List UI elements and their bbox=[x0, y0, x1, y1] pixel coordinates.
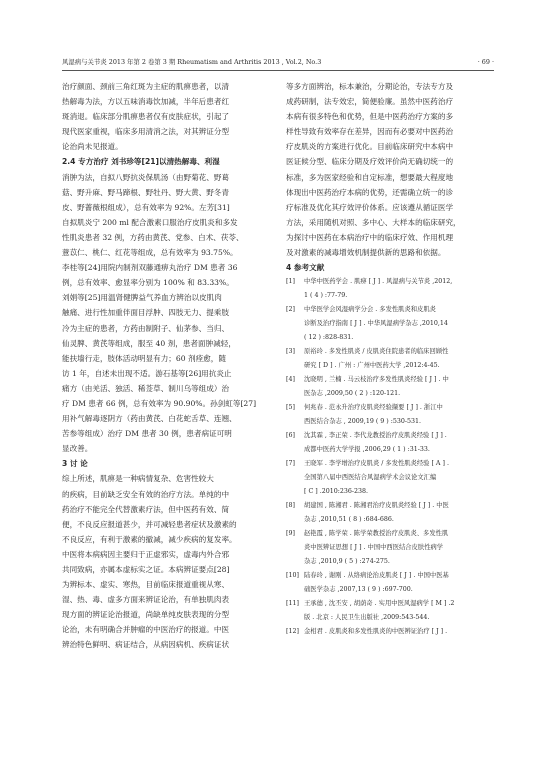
reference-number: [3] bbox=[286, 348, 295, 356]
body-text-line: 用补气解毒逐阴方（药由黄芪、白花蛇舌草、连翘、 bbox=[62, 414, 237, 424]
reference-text: 杂志 ,2010,51 ( 8 ) :684-686. bbox=[304, 516, 394, 524]
body-text-line: 为探讨中医药在本病治疗中的临床疗效、作用机理 bbox=[286, 232, 454, 242]
header-rule bbox=[62, 70, 494, 71]
reference-text: 全国第八届中西医结合风湿病学术会议论文汇编 bbox=[304, 474, 437, 482]
reference-entry-line bbox=[286, 569, 494, 583]
reference-text: 胡建国 , 陈湘君 . 陈湘君治疗皮肌炎经验 [ J ] . 中医 bbox=[304, 502, 449, 510]
body-text-line: 论治尚未见报道。 bbox=[62, 142, 123, 152]
body-text-line: 论治，未有明确合并肿瘤的中医治疗的报道。中医 bbox=[62, 625, 230, 635]
body-text-line: 的疾病，目前缺乏安全有效的治疗方法。单纯的中 bbox=[62, 489, 230, 499]
body-text-line: 药治疗不能完全代替激素疗法，但中医药有效、简 bbox=[62, 504, 230, 514]
reference-entry-line bbox=[286, 275, 494, 289]
references-heading: 4 参考文献 bbox=[286, 263, 325, 273]
body-text-line: 薏苡仁、桃仁、红花等组成，总有效率为 93.75%。 bbox=[62, 248, 238, 258]
body-text-line: 访 1 年，自述未出现不适。游石基等[26]用抗炎止 bbox=[62, 368, 232, 378]
body-text-line: 性肌炎患者 32 例，方药由黄芪、党参、白术、茯苓、 bbox=[62, 232, 244, 242]
body-text-line: 不良反应，有利于激素的撤减，减少疾病的复发率。 bbox=[62, 534, 237, 544]
body-text-line: 样性导致有效率存在差异，因而有必要对中医药治 bbox=[286, 127, 454, 137]
reference-entry-line bbox=[286, 597, 494, 611]
reference-text: ( 12 ) :828-831. bbox=[304, 334, 354, 342]
reference-entry-line bbox=[286, 583, 494, 597]
reference-text: 版 . 北京 : 人民卫生出版社 ,2009:543-544. bbox=[304, 614, 430, 622]
body-text-line: 触痛、进行性加重伴面目浮肿、四肢无力、提乘肢 bbox=[62, 308, 230, 318]
reference-text: 成都中医药大学学报 ,2006,29 ( 1 ) :31-33. bbox=[304, 446, 430, 454]
body-text-line: 痛方（由羌活、独活、稀莶草、制川乌等组成）治 bbox=[62, 383, 230, 393]
reference-number: [2] bbox=[286, 306, 295, 314]
reference-entry-line bbox=[286, 331, 494, 345]
reference-entry-line bbox=[286, 289, 494, 303]
body-text-line: 为辨标本、虚实、寒热，目前临床报道重视从寒、 bbox=[62, 580, 230, 590]
body-text-line: 李桂等[24]用院内制剂双藤通痹丸治疗 DM 患者 36 bbox=[62, 263, 238, 273]
reference-number: [7] bbox=[286, 460, 295, 468]
body-text-line: 疗 DM 患者 66 例，总有效率为 90.90%。孙剑虹等[27] bbox=[62, 398, 257, 408]
body-text-line: 共同致病，亦属本虚标实之证。本病辨证要点[28] bbox=[62, 565, 230, 574]
body-text-line: 成药研制，法专效宏，简便验廉。虽然中医药治疗 bbox=[286, 97, 454, 107]
reference-text: 1 ( 4 ) :77-79. bbox=[304, 292, 348, 300]
reference-entry-line bbox=[286, 345, 494, 359]
reference-entry-line bbox=[286, 415, 494, 429]
reference-list bbox=[286, 275, 494, 639]
body-text-line: 综上所述，肌痹是一种病情复杂、危害性较大 bbox=[62, 474, 214, 484]
body-text-line: 辨治特色鲜明、病证结合，从病因病机、疾病证状 bbox=[62, 640, 230, 650]
right-body-text bbox=[286, 79, 494, 260]
body-text-line: 等多方面辨治，标本兼治，分期论治，专法专方及 bbox=[286, 82, 454, 91]
reference-text: 沈其霖 , 李正荣 . 李代龙教授治疗皮肌炎经验 [ J ] . bbox=[304, 432, 447, 440]
reference-number: [6] bbox=[286, 432, 295, 440]
body-text-line: 体现出中医药治疗本病的优势，还需确立统一的诊 bbox=[286, 187, 454, 197]
left-column bbox=[62, 79, 270, 653]
reference-number: [12] bbox=[286, 628, 299, 636]
body-text-line: 疗皮肌炎的方案进行优化。目前临床研究中本病中 bbox=[286, 142, 454, 152]
body-text-line: 冷为主症的患者，方药由制附子、仙茅参、当归、 bbox=[62, 323, 230, 333]
reference-text: 中华医学会风湿病学分会 . 多发性肌炎和皮肌炎 bbox=[304, 306, 436, 314]
body-text-line: 例，总有效率、愈显率分别为 100% 和 83.33%。 bbox=[62, 278, 234, 288]
reference-text: 西医结合杂志 , 2009,19 ( 9 ) :530-531. bbox=[304, 418, 422, 426]
reference-number: [11] bbox=[286, 600, 299, 608]
body-text-line: 斑消退。临床部分肌痹患者仅有皮肤症状，引起了 bbox=[62, 112, 230, 122]
running-header bbox=[62, 55, 494, 69]
body-text-line: 3 讨 论 bbox=[62, 459, 88, 469]
reference-number: [5] bbox=[286, 404, 295, 412]
body-text-line: 治疗颜面、颈前三角红斑为主症的肌痹患者，以清 bbox=[62, 82, 230, 91]
body-text-line: 中医将本病病因主要归于正虚邪实，虚毒内外合邪 bbox=[62, 549, 230, 559]
reference-entry-line bbox=[286, 443, 494, 457]
reference-text: 王承德 , 沈丕安 , 胡荫奇 . 实用中医风湿病学 [ M ] .2 bbox=[304, 600, 455, 608]
body-text-line: 2.4 专方治疗 刘书珍等[21]以清热解毒、利湿 bbox=[62, 157, 220, 167]
reference-entry-line bbox=[286, 401, 494, 415]
body-text-line: 自拟肌炎宁 200 ml 配合激素口服治疗皮肌炎和多发 bbox=[62, 217, 238, 227]
body-text-line: 能扶墙行走，肢体活动明显有力；60 剂痊愈，随 bbox=[62, 353, 226, 363]
reference-text: 赵艳霞 , 陈学荣 . 陈学荣教授治疗皮肌炎、多发性肌 bbox=[304, 530, 449, 538]
body-text-line: 皮、野蔷薇根组成），总有效率为 92%。左芳[31] bbox=[62, 202, 230, 212]
body-text-line: 标准，多为医家经验和自定标准，想要最大程度地 bbox=[286, 172, 454, 182]
body-text-line: 刘娟等[25]用温肾健脾益气养血方辨治以皮肌肉 bbox=[62, 293, 222, 303]
reference-entry-line bbox=[286, 429, 494, 443]
reference-entry-line bbox=[286, 527, 494, 541]
reference-text: 陆春玲 , 谢刚 . 从络病论治皮肌炎 [ J ] . 中国中医基 bbox=[304, 572, 449, 580]
reference-entry-line bbox=[286, 541, 494, 555]
body-text-line: 现代医家重视，临床多用清消之法，对其辨证分型 bbox=[62, 127, 230, 137]
body-text-line: 湿、热、毒、虚多方面来辨证论治，有单独肌肉表 bbox=[62, 595, 230, 605]
reference-entry-line bbox=[286, 471, 494, 485]
body-text-line: 仙灵脾、黄芪等组成，服至 40 剂，患者面肿减轻， bbox=[62, 338, 236, 348]
body-text-line: 苦参等组成）治疗 DM 患者 30 例，患者病证可明 bbox=[62, 429, 232, 439]
reference-entry-line bbox=[286, 303, 494, 317]
reference-text: 础医学杂志 ,2007,13 ( 9 ) :697-700. bbox=[304, 586, 413, 594]
reference-text: 王晓军 . 李学增治疗皮肌炎 / 多发性肌炎经验 [ A ] . bbox=[304, 460, 449, 468]
reference-entry-line bbox=[286, 611, 494, 625]
reference-entry-line bbox=[286, 485, 494, 499]
reference-number: [4] bbox=[286, 376, 295, 384]
reference-entry-line bbox=[286, 457, 494, 471]
page-number: · 69 · bbox=[477, 58, 494, 66]
body-text-line: 医证候分型、临床分期及疗效评价尚无确切统一的 bbox=[286, 157, 454, 167]
reference-entry-line bbox=[286, 387, 494, 401]
reference-number: [9] bbox=[286, 530, 295, 538]
reference-text: 研究 [ D ] . 广州 : 广州中医药大学 ,2012:4-45. bbox=[304, 362, 440, 370]
body-text-line: 本病有很多特色和优势，但是中医药治疗方案的多 bbox=[286, 112, 454, 122]
body-text-line: 热解毒为法，方以五味消毒饮加减，半年后患者红 bbox=[62, 97, 230, 107]
body-text-line: 菇、野升麻、野马蹄根、野牡丹、野大黄、野冬青 bbox=[62, 187, 230, 197]
reference-text: 医杂志 ,2009,50 ( 2 ) :120-121. bbox=[304, 390, 401, 398]
right-column bbox=[286, 79, 494, 639]
reference-number: [10] bbox=[286, 572, 299, 580]
reference-text: [ C ] .2010:236-238. bbox=[304, 488, 369, 496]
reference-text: 诊断及治疗指南 [ J ] . 中华风湿病学杂志 ,2010,14 bbox=[304, 320, 448, 328]
reference-text: 金相君 . 皮肌炎和多发性肌炎的中医辨证治疗 [ J ] . bbox=[304, 628, 448, 636]
reference-text: 中华中医药学会 . 肌痹 [ J ] . 风湿病与关节炎 ,2012, bbox=[304, 278, 453, 286]
reference-text: 何兆春 . 范永升治疗皮肌炎经验撷要 [ J ] . 浙江中 bbox=[304, 404, 443, 412]
reference-entry-line bbox=[286, 499, 494, 513]
body-text-line: 便，不良反应报道甚少，并可减轻患者症状及激素的 bbox=[62, 519, 237, 529]
body-text-line: 显改善。 bbox=[62, 444, 93, 454]
body-text-line: 及对激素的减毒增效机制提供新的思路和依据。 bbox=[286, 248, 446, 258]
reference-entry-line bbox=[286, 625, 494, 639]
reference-text: 沈晓明 , 兰楠 . 马云枝治疗多发性肌炎经验 [ J ] . 中 bbox=[304, 376, 449, 384]
body-text-line: 消肿为法，自拟八野抗炎保肌汤（由野菊花、野葛 bbox=[62, 172, 230, 182]
reference-entry-line bbox=[286, 513, 494, 527]
reference-entry-line bbox=[286, 317, 494, 331]
reference-entry-line bbox=[286, 373, 494, 387]
reference-text: 杂志 ,2010,9 ( 5 ) :274-275. bbox=[304, 558, 390, 566]
reference-text: 炎中医辨证思想 [ J ] . 中国中西医结合皮肤性病学 bbox=[304, 544, 444, 552]
body-text-line: 疗标准及优化其疗效评价体系。应该遵从循证医学 bbox=[286, 202, 454, 212]
reference-number: [1] bbox=[286, 278, 295, 286]
body-text-line: 现方面的辨证论治报道，尚缺单纯皮肤表现的分型 bbox=[62, 610, 230, 620]
reference-entry-line bbox=[286, 555, 494, 569]
reference-number: [8] bbox=[286, 502, 295, 510]
body-text-line: 方法，采用随机对照、多中心、大样本的临床研究， bbox=[286, 217, 461, 227]
reference-text: 原裕玲 . 多发性肌炎 / 皮肌炎住院患者的临床回顾性 bbox=[304, 348, 449, 356]
reference-entry-line bbox=[286, 359, 494, 373]
journal-citation: 风湿病与关节炎 2013 年第 2 卷第 3 期 Rheumatism and Arthritis 2013 , Vol.2, No.3 bbox=[62, 58, 322, 66]
